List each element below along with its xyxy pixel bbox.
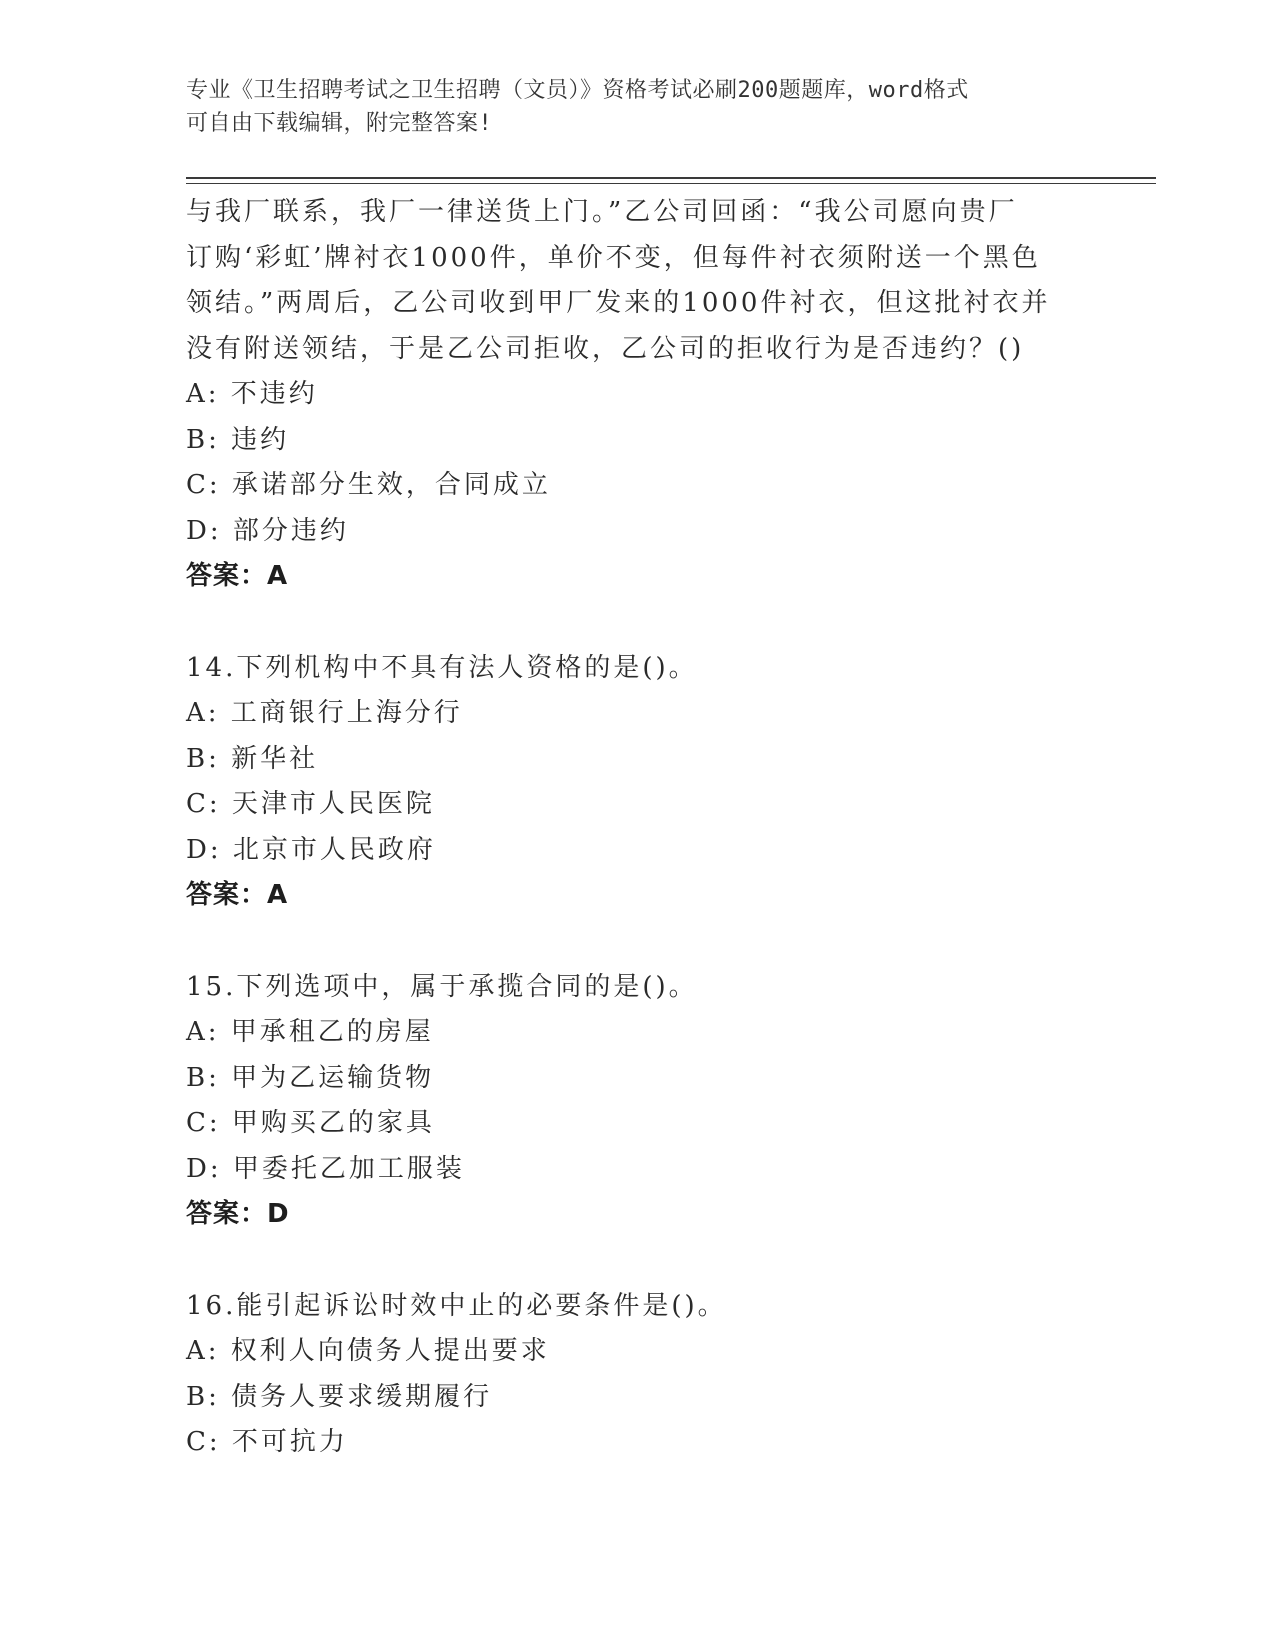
header-title-line-1: 专业《卫生招聘考试之卫生招聘（文员）》资格考试必刷200题题库，word格式 <box>186 78 969 103</box>
question-14-answer: 答案：A <box>186 880 289 910</box>
question-15-stem: 15.下列选项中，属于承揽合同的是()。 <box>186 971 698 1002</box>
question-13-stem-line-4: 没有附送领结，于是乙公司拒收，乙公司的拒收行为是否违约？() <box>186 333 1025 364</box>
question-15-answer: 答案：D <box>186 1199 290 1229</box>
question-14 <box>186 646 1086 919</box>
question-16-option-a: A: 权利人向债务人提出要求 <box>186 1336 550 1366</box>
spacer <box>186 600 1086 646</box>
header-divider-thin <box>186 183 1156 184</box>
question-13-stem-line-2: 订购‘彩虹’牌衬衣1000件，单价不变，但每件衬衣须附送一个黑色 <box>186 242 1041 273</box>
spacer <box>186 1238 1086 1284</box>
question-14-option-b: B: 新华社 <box>186 743 319 774</box>
question-13-option-d: D: 部分违约 <box>186 515 349 546</box>
question-14-option-a: A: 工商银行上海分行 <box>186 698 463 728</box>
question-14-stem: 14.下列机构中不具有法人资格的是()。 <box>186 652 698 683</box>
question-15-option-b: B: 甲为乙运输货物 <box>186 1062 435 1093</box>
question-13-option-c: C: 承诺部分生效，合同成立 <box>186 470 551 500</box>
question-13-option-a: A: 不违约 <box>186 379 318 409</box>
header-title-line-2: 可自由下载编辑，附完整答案! <box>186 111 493 136</box>
question-13-option-b: B: 违约 <box>186 424 290 455</box>
question-13-answer: 答案：A <box>186 561 289 591</box>
question-15 <box>186 965 1086 1238</box>
question-16 <box>186 1284 1086 1466</box>
question-16-option-b: B: 债务人要求缓期履行 <box>186 1381 493 1412</box>
question-content <box>186 190 1086 1466</box>
question-13 <box>186 190 1086 600</box>
page-header <box>186 74 1066 140</box>
question-13-stem-line-3: 领结。”两周后，乙公司收到甲厂发来的1000件衬衣，但这批衬衣并 <box>186 288 1051 318</box>
question-14-option-d: D: 北京市人民政府 <box>186 834 436 865</box>
spacer <box>186 919 1086 965</box>
question-15-option-c: C: 甲购买乙的家具 <box>186 1108 435 1138</box>
question-13-stem-line-1: 与我厂联系，我厂一律送货上门。”乙公司回函：“我公司愿向贵厂 <box>186 197 1018 227</box>
question-16-stem: 16.能引起诉讼时效中止的必要条件是()。 <box>186 1290 727 1321</box>
header-divider-thick <box>186 177 1156 179</box>
question-14-option-c: C: 天津市人民医院 <box>186 789 435 819</box>
question-15-option-d: D: 甲委托乙加工服装 <box>186 1153 465 1184</box>
question-16-option-c: C: 不可抗力 <box>186 1427 348 1457</box>
question-15-option-a: A: 甲承租乙的房屋 <box>186 1017 434 1047</box>
